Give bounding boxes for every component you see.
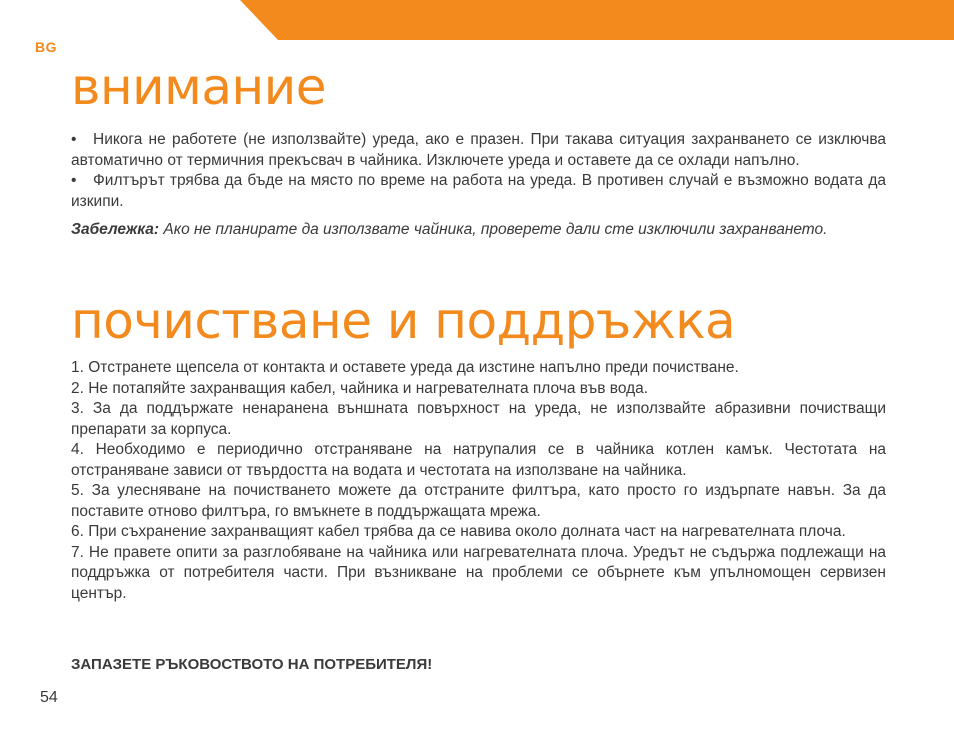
note-label: Забележка:: [71, 221, 160, 238]
warning-item: [71, 130, 886, 171]
warning-section: [71, 130, 886, 241]
cleaning-step: 6. При съхранение захранващият кабел трябва да се навива около долната част на нагревателната плоча.: [71, 523, 846, 540]
header-accent-band: [240, 0, 954, 40]
bullet-symbol: •: [71, 172, 77, 189]
note-text: Ако не планирате да използвате чайника, проверете дали сте изключили захранването.: [163, 221, 828, 238]
warning-item-text: Филтърът трябва да бъде на място по време на работа на уреда. В противен случай е възможно водата да изкипи.: [71, 172, 886, 210]
cleaning-step: 3. За да поддържате ненаранена външната повърхност на уреда, не използвайте абразивни почистващи препарати за корпуса.: [71, 400, 886, 438]
bullet-symbol: •: [71, 131, 77, 148]
cleaning-step: 4. Необходимо е периодично отстраняване на натрупалия се в чайника котлен камък. Честотата на отстраняване зависи от твърдостта на водата и честотата на използване на чайника.: [71, 441, 886, 479]
page-number: 54: [40, 689, 58, 706]
warning-item-text: Никога не работете (не използвайте) уреда, ако е празен. При такава ситуация захранването се изключва автоматично от термичния прекъсвач в чайника. Изключете уреда и оставете да се охлади напълно.: [71, 131, 886, 169]
section-title-cleaning: почистване и поддръжка: [71, 292, 736, 350]
warning-note: [71, 218, 886, 241]
cleaning-step: 2. Не потапяйте захранващия кабел, чайника и нагревателната плоча във вода.: [71, 379, 649, 397]
cleaning-step: 7. Не правете опити за разглобяване на чайника или нагревателната плоча. Уредът не съдържа подлежащи на поддръжка от потребителя части. При възникване на проблеми се обърнете към упълномощен сервизен център.: [71, 543, 886, 602]
save-manual-notice: ЗАПАЗЕТЕ РЪКОВОСТВОТО НА ПОТРЕБИТЕЛЯ!: [71, 656, 433, 673]
section-title-warning: внимание: [71, 58, 326, 116]
cleaning-step: 1. Отстранете щепсела от контакта и оставете уреда да изстине напълно преди почистване.: [71, 359, 739, 376]
warning-item: [71, 171, 886, 212]
language-code: BG: [35, 39, 57, 55]
cleaning-step: 5. За улесняване на почистването можете да отстраните филтъра, като просто го издърпате навън. За да поставите отново филтъра, го вмъкнете в поддържащата мрежа.: [71, 482, 886, 520]
cleaning-section: [71, 358, 886, 604]
